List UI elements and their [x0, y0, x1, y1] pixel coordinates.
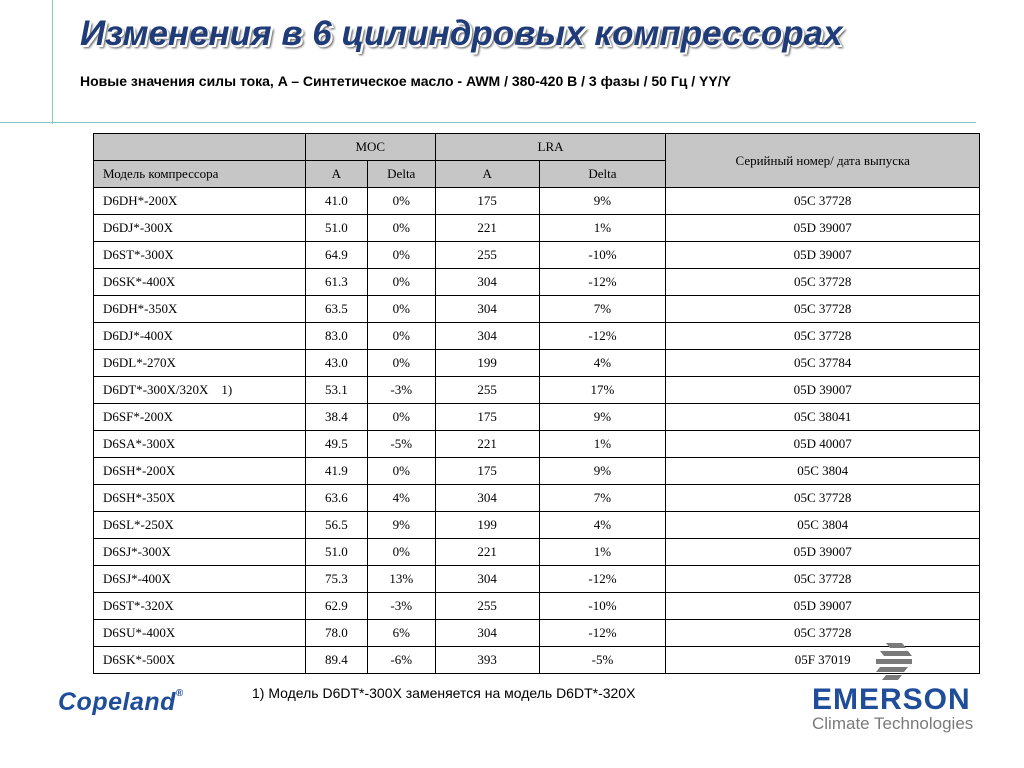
cell-moc-delta: -6% [367, 647, 435, 674]
table-row [94, 431, 980, 458]
cell-moc-delta: 0% [367, 323, 435, 350]
cell-lra-a: 304 [435, 296, 539, 323]
cell-model: D6DT*-300X/320X 1) [94, 377, 306, 404]
table-body [94, 188, 980, 674]
cell-moc-delta: 6% [367, 620, 435, 647]
header-empty [94, 134, 306, 161]
cell-moc-a: 78.0 [305, 620, 367, 647]
cell-moc-a: 62.9 [305, 593, 367, 620]
cell-lra-delta: 9% [539, 188, 666, 215]
table-row [94, 296, 980, 323]
table-row [94, 350, 980, 377]
cell-lra-delta: 17% [539, 377, 666, 404]
cell-model: D6DH*-200X [94, 188, 306, 215]
table-row [94, 485, 980, 512]
cell-moc-a: 38.4 [305, 404, 367, 431]
cell-moc-a: 41.9 [305, 458, 367, 485]
cell-model: D6SL*-250X [94, 512, 306, 539]
cell-lra-a: 199 [435, 350, 539, 377]
cell-moc-a: 75.3 [305, 566, 367, 593]
cell-lra-a: 393 [435, 647, 539, 674]
cell-serial: 05D 39007 [666, 215, 980, 242]
cell-lra-a: 255 [435, 377, 539, 404]
cell-lra-a: 175 [435, 404, 539, 431]
cell-model: D6ST*-320X [94, 593, 306, 620]
cell-lra-delta: 4% [539, 350, 666, 377]
header-moc-a: A [305, 161, 367, 188]
cell-model: D6SH*-350X [94, 485, 306, 512]
cell-model: D6SF*-200X [94, 404, 306, 431]
page-subtitle: Новые значения силы тока, A – Синтетическое масло - AWM / 380-420 В / 3 фазы / 50 Гц / YY/Y [80, 73, 731, 89]
cell-model: D6DH*-350X [94, 296, 306, 323]
cell-serial: 05C 37728 [666, 269, 980, 296]
copeland-logo-text: Copeland [58, 688, 176, 716]
cell-moc-a: 61.3 [305, 269, 367, 296]
header-moc: MOC [305, 134, 435, 161]
cell-moc-a: 89.4 [305, 647, 367, 674]
cell-moc-delta: -3% [367, 593, 435, 620]
cell-model: D6SJ*-300X [94, 539, 306, 566]
cell-serial: 05D 39007 [666, 593, 980, 620]
header-model: Модель компрессора [94, 161, 306, 188]
cell-lra-a: 221 [435, 431, 539, 458]
cell-model: D6DJ*-300X [94, 215, 306, 242]
cell-serial: 05C 37728 [666, 323, 980, 350]
cell-lra-a: 304 [435, 620, 539, 647]
cell-lra-delta: 7% [539, 485, 666, 512]
cell-serial: 05D 39007 [666, 539, 980, 566]
cell-moc-a: 63.6 [305, 485, 367, 512]
cell-moc-delta: 0% [367, 242, 435, 269]
cell-serial: 05C 37728 [666, 620, 980, 647]
cell-lra-a: 304 [435, 323, 539, 350]
cell-model: D6SA*-300X [94, 431, 306, 458]
cell-serial: 05C 37728 [666, 566, 980, 593]
copeland-logo: Copeland® [58, 688, 184, 716]
table-row [94, 242, 980, 269]
cell-moc-delta: 9% [367, 512, 435, 539]
cell-moc-delta: 0% [367, 188, 435, 215]
table-row [94, 215, 980, 242]
cell-lra-a: 221 [435, 539, 539, 566]
cell-moc-a: 51.0 [305, 539, 367, 566]
cell-lra-a: 304 [435, 269, 539, 296]
table-row [94, 377, 980, 404]
cell-moc-a: 49.5 [305, 431, 367, 458]
cell-moc-delta: 4% [367, 485, 435, 512]
cell-lra-delta: 1% [539, 539, 666, 566]
cell-lra-a: 255 [435, 242, 539, 269]
header-moc-delta: Delta [367, 161, 435, 188]
cell-model: D6SK*-400X [94, 269, 306, 296]
page-title: Изменения в 6 цилиндровых компрессорах [80, 14, 843, 53]
cell-moc-delta: 0% [367, 269, 435, 296]
cell-model: D6ST*-300X [94, 242, 306, 269]
cell-moc-a: 41.0 [305, 188, 367, 215]
header-lra-a: A [435, 161, 539, 188]
cell-lra-delta: 9% [539, 458, 666, 485]
cell-lra-a: 304 [435, 566, 539, 593]
cell-lra-delta: -5% [539, 647, 666, 674]
compressor-table [93, 133, 980, 674]
cell-lra-delta: 4% [539, 512, 666, 539]
cell-serial: 05C 37728 [666, 485, 980, 512]
cell-lra-delta: -12% [539, 566, 666, 593]
decor-horizontal-line [0, 122, 976, 123]
cell-model: D6SJ*-400X [94, 566, 306, 593]
cell-lra-delta: -10% [539, 593, 666, 620]
cell-serial: 05C 37728 [666, 188, 980, 215]
table-row [94, 539, 980, 566]
header-lra-delta: Delta [539, 161, 666, 188]
cell-moc-a: 56.5 [305, 512, 367, 539]
cell-lra-delta: -12% [539, 269, 666, 296]
cell-moc-delta: 0% [367, 296, 435, 323]
table-row [94, 512, 980, 539]
cell-moc-a: 83.0 [305, 323, 367, 350]
cell-lra-a: 175 [435, 188, 539, 215]
emerson-logo-text: EMERSON [812, 683, 971, 716]
cell-moc-delta: 13% [367, 566, 435, 593]
cell-serial: 05F 37019 [666, 647, 980, 674]
cell-lra-a: 199 [435, 512, 539, 539]
cell-moc-a: 64.9 [305, 242, 367, 269]
cell-moc-a: 63.5 [305, 296, 367, 323]
cell-serial: 05C 37784 [666, 350, 980, 377]
cell-model: D6SH*-200X [94, 458, 306, 485]
table-row [94, 566, 980, 593]
cell-lra-a: 304 [435, 485, 539, 512]
table-row [94, 593, 980, 620]
table-row [94, 404, 980, 431]
decor-vertical-line [52, 0, 53, 124]
cell-moc-delta: 0% [367, 539, 435, 566]
cell-serial: 05C 37728 [666, 296, 980, 323]
cell-lra-a: 175 [435, 458, 539, 485]
cell-serial: 05D 40007 [666, 431, 980, 458]
cell-lra-delta: -12% [539, 323, 666, 350]
table-row [94, 620, 980, 647]
table-row [94, 647, 980, 674]
cell-moc-a: 51.0 [305, 215, 367, 242]
cell-model: D6SU*-400X [94, 620, 306, 647]
cell-moc-delta: 0% [367, 458, 435, 485]
cell-lra-delta: 7% [539, 296, 666, 323]
cell-moc-a: 43.0 [305, 350, 367, 377]
table-header-row-groups [94, 134, 980, 161]
cell-moc-a: 53.1 [305, 377, 367, 404]
table-row [94, 269, 980, 296]
cell-lra-delta: 1% [539, 215, 666, 242]
cell-model: D6DL*-270X [94, 350, 306, 377]
cell-serial: 05C 3804 [666, 512, 980, 539]
cell-model: D6DJ*-400X [94, 323, 306, 350]
cell-lra-delta: 9% [539, 404, 666, 431]
cell-moc-delta: 0% [367, 350, 435, 377]
cell-moc-delta: 0% [367, 215, 435, 242]
cell-lra-delta: -10% [539, 242, 666, 269]
cell-lra-a: 255 [435, 593, 539, 620]
cell-lra-delta: -12% [539, 620, 666, 647]
cell-serial: 05C 3804 [666, 458, 980, 485]
cell-serial: 05C 38041 [666, 404, 980, 431]
cell-model: D6SK*-500X [94, 647, 306, 674]
footnote: 1) Модель D6DT*-300X заменяется на модель D6DT*-320X [252, 685, 636, 701]
emerson-tagline: Climate Technologies [812, 714, 974, 733]
header-serial: Серийный номер/ дата выпуска [666, 134, 980, 188]
cell-serial: 05D 39007 [666, 242, 980, 269]
table-row [94, 188, 980, 215]
cell-moc-delta: -5% [367, 431, 435, 458]
cell-lra-a: 221 [435, 215, 539, 242]
cell-serial: 05D 39007 [666, 377, 980, 404]
emerson-emblem-icon [876, 641, 912, 685]
table-row [94, 323, 980, 350]
cell-moc-delta: 0% [367, 404, 435, 431]
header-lra: LRA [435, 134, 666, 161]
table-row [94, 458, 980, 485]
cell-moc-delta: -3% [367, 377, 435, 404]
cell-lra-delta: 1% [539, 431, 666, 458]
